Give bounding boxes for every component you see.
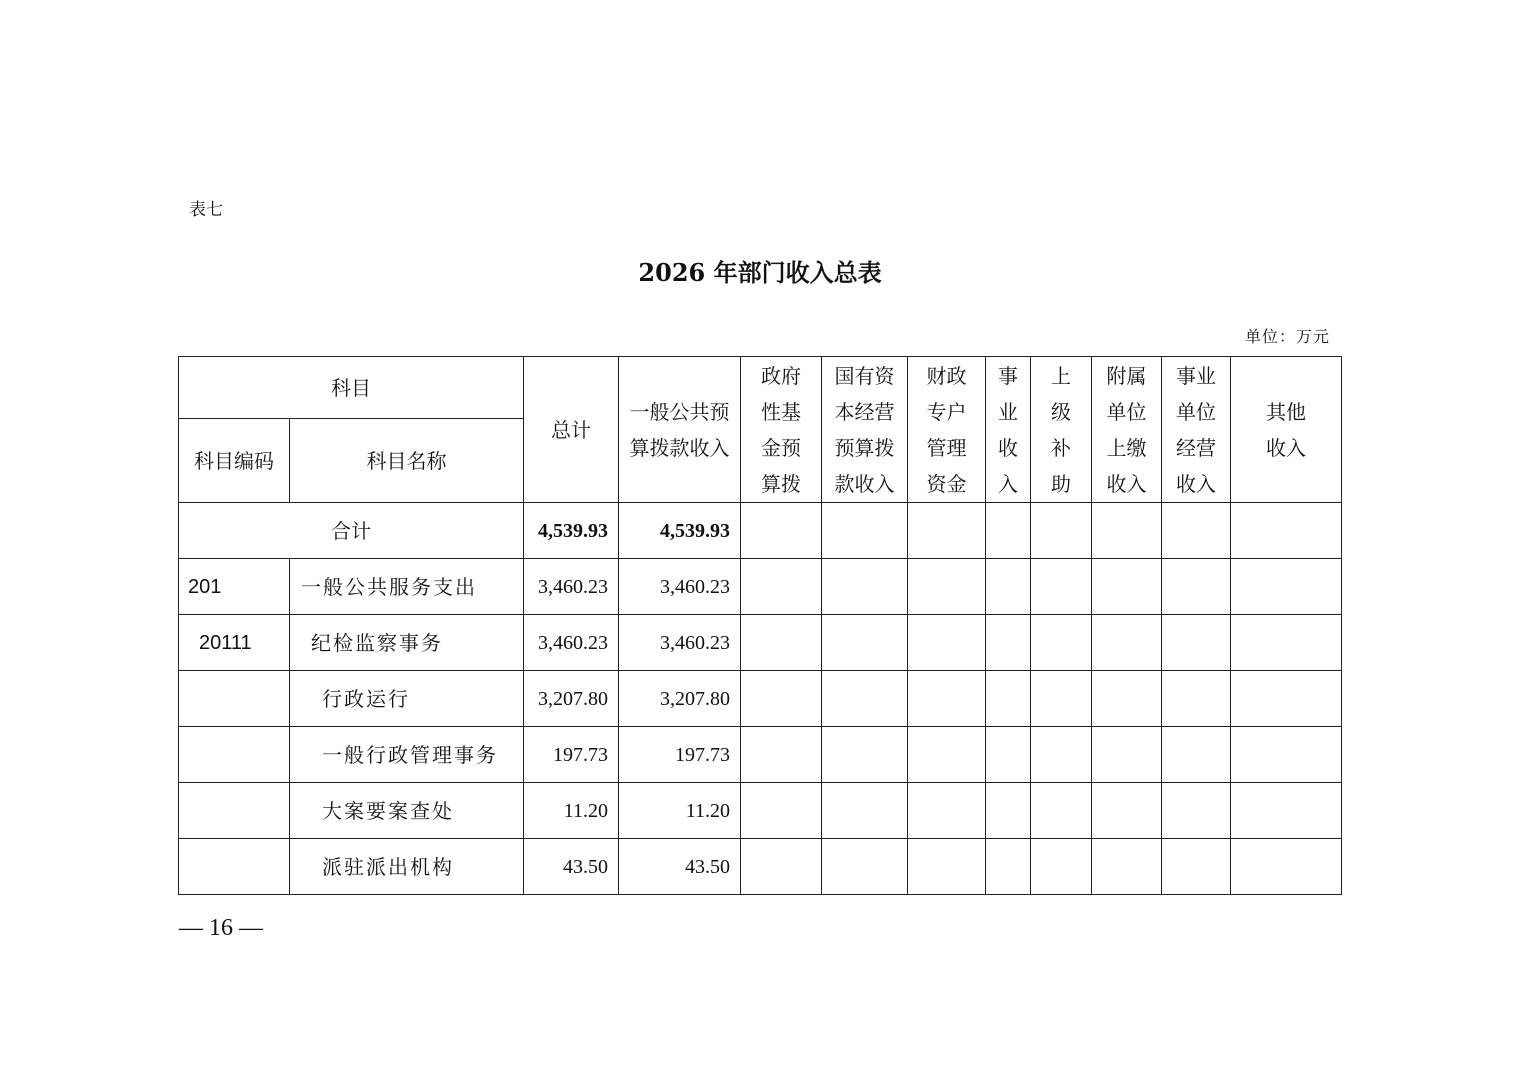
total-total-cell: 4,539.93 <box>524 503 619 559</box>
table-number-label: 表七 <box>189 200 223 220</box>
empty-cell <box>1162 615 1231 671</box>
table-row <box>179 727 1342 783</box>
empty-cell <box>986 727 1031 783</box>
empty-cell <box>1031 503 1092 559</box>
header-general-budget: 一般公共预算拨款收入 <box>619 357 741 503</box>
empty-cell <box>1092 839 1162 895</box>
header-gov-fund: 政府性基金预算拨 <box>741 357 822 503</box>
header-business-income: 事业收入 <box>986 357 1031 503</box>
page-number: — 16 — <box>179 915 263 941</box>
empty-cell <box>1231 727 1342 783</box>
empty-cell <box>1231 615 1342 671</box>
empty-cell <box>822 727 908 783</box>
income-summary-table <box>178 356 1342 895</box>
subject-name-cell: 行政运行 <box>290 671 524 727</box>
subject-code-cell: 20111 <box>179 615 290 671</box>
header-affiliated-unit: 附属单位上缴收入 <box>1092 357 1162 503</box>
total-cell: 43.50 <box>524 839 619 895</box>
header-superior-subsidy: 上级补助 <box>1031 357 1092 503</box>
empty-cell <box>908 671 986 727</box>
empty-cell <box>822 503 908 559</box>
empty-cell <box>1031 559 1092 615</box>
empty-cell <box>741 615 822 671</box>
table-row <box>179 559 1342 615</box>
empty-cell <box>1231 559 1342 615</box>
empty-cell <box>1092 615 1162 671</box>
empty-cell <box>908 783 986 839</box>
empty-cell <box>1162 783 1231 839</box>
empty-cell <box>1031 671 1092 727</box>
header-business-operation: 事业单位经营收入 <box>1162 357 1231 503</box>
empty-cell <box>822 671 908 727</box>
header-subject-code: 科目编码 <box>179 419 290 503</box>
empty-cell <box>986 559 1031 615</box>
empty-cell <box>1092 783 1162 839</box>
empty-cell <box>908 615 986 671</box>
table-row <box>179 783 1342 839</box>
empty-cell <box>822 783 908 839</box>
total-cell: 11.20 <box>524 783 619 839</box>
subject-code-cell <box>179 671 290 727</box>
total-cell: 3,207.80 <box>524 671 619 727</box>
empty-cell <box>986 503 1031 559</box>
empty-cell <box>986 839 1031 895</box>
empty-cell <box>1092 727 1162 783</box>
empty-cell <box>822 615 908 671</box>
general-budget-cell: 43.50 <box>619 839 741 895</box>
empty-cell <box>1231 783 1342 839</box>
header-total: 总计 <box>524 357 619 503</box>
empty-cell <box>1162 839 1231 895</box>
general-budget-cell: 197.73 <box>619 727 741 783</box>
document-title: 2026 年部门收入总表 <box>638 258 882 287</box>
header-row-1 <box>179 357 1342 419</box>
total-cell: 197.73 <box>524 727 619 783</box>
header-state-capital: 国有资本经营预算拨款收入 <box>822 357 908 503</box>
total-cell: 3,460.23 <box>524 615 619 671</box>
table-row <box>179 671 1342 727</box>
subject-code-cell <box>179 783 290 839</box>
empty-cell <box>741 671 822 727</box>
empty-cell <box>1231 503 1342 559</box>
empty-cell <box>1031 727 1092 783</box>
empty-cell <box>1162 727 1231 783</box>
total-cell: 3,460.23 <box>524 559 619 615</box>
subject-code-cell: 201 <box>179 559 290 615</box>
empty-cell <box>741 783 822 839</box>
subject-code-cell <box>179 839 290 895</box>
empty-cell <box>1031 783 1092 839</box>
empty-cell <box>1162 559 1231 615</box>
empty-cell <box>986 615 1031 671</box>
empty-cell <box>1031 615 1092 671</box>
empty-cell <box>1162 671 1231 727</box>
subject-name-cell: 一般公共服务支出 <box>290 559 524 615</box>
unit-label: 单位：万元 <box>1244 327 1330 346</box>
empty-cell <box>908 727 986 783</box>
empty-cell <box>986 671 1031 727</box>
table-row <box>179 839 1342 895</box>
empty-cell <box>908 559 986 615</box>
general-budget-cell: 3,460.23 <box>619 559 741 615</box>
general-budget-cell: 3,460.23 <box>619 615 741 671</box>
empty-cell <box>1231 671 1342 727</box>
empty-cell <box>908 503 986 559</box>
empty-cell <box>1092 559 1162 615</box>
empty-cell <box>822 839 908 895</box>
subject-name-cell: 纪检监察事务 <box>290 615 524 671</box>
empty-cell <box>741 839 822 895</box>
empty-cell <box>986 783 1031 839</box>
total-general-budget-cell: 4,539.93 <box>619 503 741 559</box>
subject-name-cell: 大案要案查处 <box>290 783 524 839</box>
subject-code-cell <box>179 727 290 783</box>
header-other-income: 其他收入 <box>1231 357 1342 503</box>
total-row <box>179 503 1342 559</box>
empty-cell <box>822 559 908 615</box>
empty-cell <box>1031 839 1092 895</box>
subject-name-cell: 派驻派出机构 <box>290 839 524 895</box>
subject-name-cell: 一般行政管理事务 <box>290 727 524 783</box>
total-label: 合计 <box>179 503 524 559</box>
general-budget-cell: 11.20 <box>619 783 741 839</box>
general-budget-cell: 3,207.80 <box>619 671 741 727</box>
table-row <box>179 615 1342 671</box>
empty-cell <box>1092 671 1162 727</box>
empty-cell <box>741 503 822 559</box>
header-subject-group: 科目 <box>179 357 524 419</box>
empty-cell <box>1162 503 1231 559</box>
header-fiscal-account: 财政专户管理资金 <box>908 357 986 503</box>
empty-cell <box>1092 503 1162 559</box>
empty-cell <box>1231 839 1342 895</box>
header-subject-name: 科目名称 <box>290 419 524 503</box>
empty-cell <box>741 559 822 615</box>
empty-cell <box>908 839 986 895</box>
empty-cell <box>741 727 822 783</box>
